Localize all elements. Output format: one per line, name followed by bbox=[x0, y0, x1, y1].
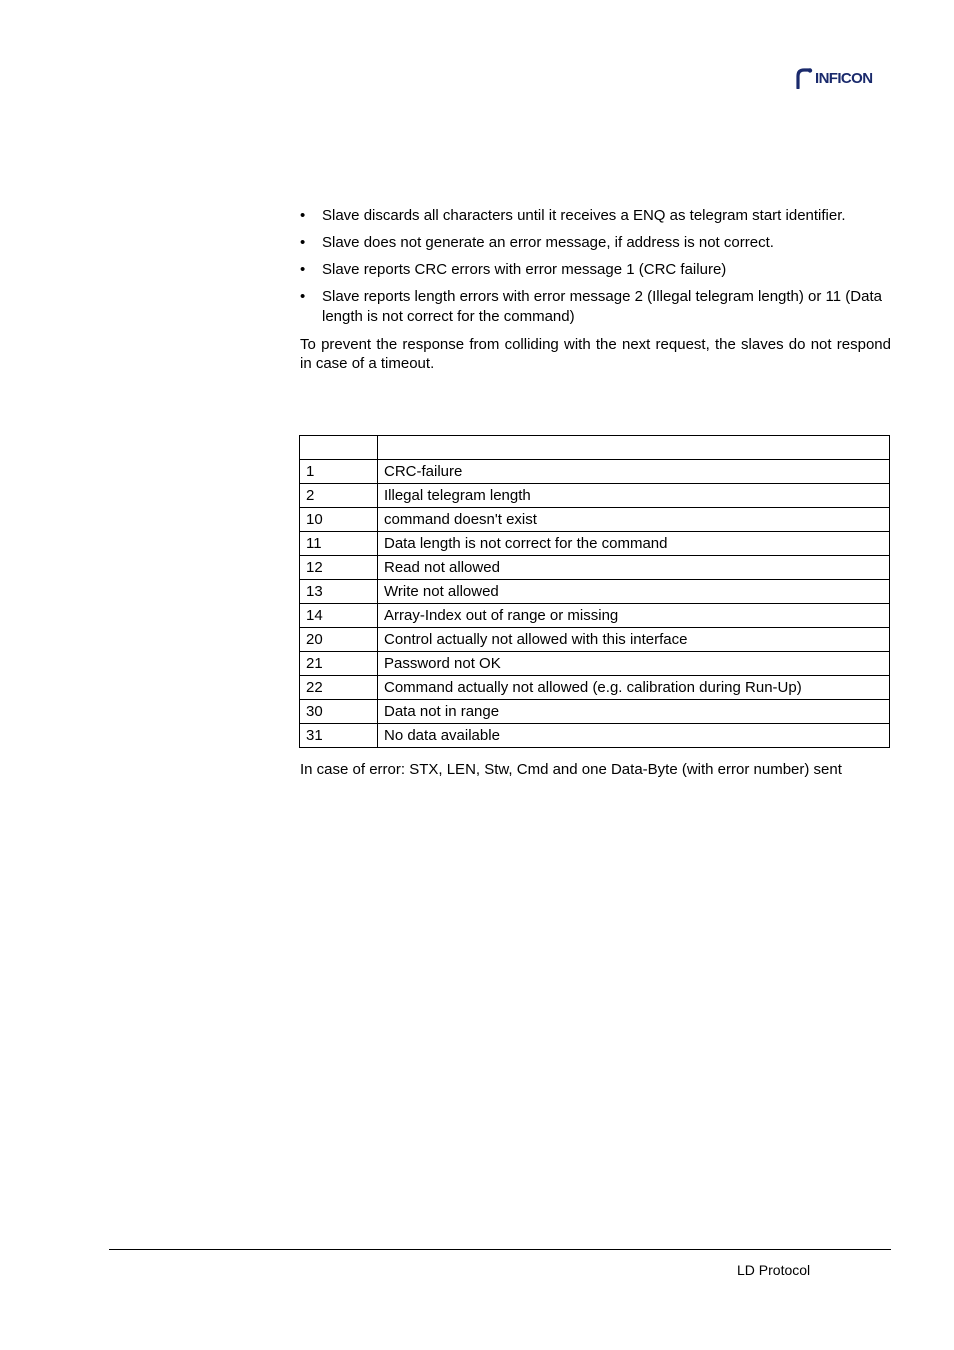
table-header-code bbox=[300, 436, 378, 460]
error-description-cell: Read not allowed bbox=[378, 556, 890, 580]
error-code-cell: 12 bbox=[300, 556, 378, 580]
list-item bbox=[300, 206, 892, 226]
error-code-cell: 2 bbox=[300, 484, 378, 508]
footer-divider bbox=[109, 1249, 891, 1250]
error-code-cell: 10 bbox=[300, 508, 378, 532]
table-row bbox=[300, 580, 890, 604]
error-description-cell: Data length is not correct for the command bbox=[378, 532, 890, 556]
error-code-cell: 14 bbox=[300, 604, 378, 628]
table-row bbox=[300, 532, 890, 556]
error-description-cell: Write not allowed bbox=[378, 580, 890, 604]
error-description-cell: command doesn't exist bbox=[378, 508, 890, 532]
table-row bbox=[300, 676, 890, 700]
error-description-cell: Password not OK bbox=[378, 652, 890, 676]
table-row bbox=[300, 652, 890, 676]
list-item-text: Slave discards all characters until it receives a ENQ as telegram start identifier. bbox=[322, 207, 846, 224]
table-header-row bbox=[300, 436, 890, 460]
bullet-icon: • bbox=[300, 261, 306, 278]
error-description-cell: Illegal telegram length bbox=[378, 484, 890, 508]
timeout-paragraph: To prevent the response from colliding with the next request, the slaves do not respond in case of a timeout. bbox=[300, 336, 891, 372]
table-row bbox=[300, 724, 890, 748]
logo-text: INFICON bbox=[815, 69, 873, 87]
table-row bbox=[300, 604, 890, 628]
error-code-cell: 30 bbox=[300, 700, 378, 724]
error-code-cell: 31 bbox=[300, 724, 378, 748]
table-header-description bbox=[378, 436, 890, 460]
table-row bbox=[300, 460, 890, 484]
bullet-icon: • bbox=[300, 234, 306, 251]
inficon-logo-icon bbox=[794, 67, 814, 89]
list-item-text: Slave does not generate an error message, if address is not correct. bbox=[322, 234, 774, 251]
table-row bbox=[300, 628, 890, 652]
list-item-text: Slave reports CRC errors with error message 1 (CRC failure) bbox=[322, 261, 727, 278]
error-code-cell: 13 bbox=[300, 580, 378, 604]
footer-document-label: LD Protocol bbox=[737, 1262, 811, 1278]
error-description-cell: Data not in range bbox=[378, 700, 890, 724]
error-code-cell: 11 bbox=[300, 532, 378, 556]
error-code-cell: 1 bbox=[300, 460, 378, 484]
error-code-table bbox=[299, 435, 890, 748]
list-item bbox=[300, 233, 892, 253]
list-item bbox=[300, 260, 892, 280]
error-description-cell: Command actually not allowed (e.g. calibration during Run-Up) bbox=[378, 676, 890, 700]
error-description-cell: Control actually not allowed with this interface bbox=[378, 628, 890, 652]
error-description-cell: Array-Index out of range or missing bbox=[378, 604, 890, 628]
error-description-cell: No data available bbox=[378, 724, 890, 748]
bullet-list bbox=[300, 206, 892, 334]
error-code-cell: 21 bbox=[300, 652, 378, 676]
error-code-cell: 20 bbox=[300, 628, 378, 652]
bullet-icon: • bbox=[300, 288, 306, 305]
table-row bbox=[300, 700, 890, 724]
table-row bbox=[300, 484, 890, 508]
table-row bbox=[300, 508, 890, 532]
error-note: In case of error: STX, LEN, Stw, Cmd and one Data-Byte (with error number) sent bbox=[300, 761, 842, 778]
error-description-cell: CRC-failure bbox=[378, 460, 890, 484]
list-item bbox=[300, 287, 892, 327]
error-code-cell: 22 bbox=[300, 676, 378, 700]
list-item-text: Slave reports length errors with error message 2 (Illegal telegram length) or 11 (Data length is not correct for the command) bbox=[322, 288, 882, 325]
bullet-icon: • bbox=[300, 207, 306, 224]
table-row bbox=[300, 556, 890, 580]
inficon-logo bbox=[794, 66, 894, 90]
